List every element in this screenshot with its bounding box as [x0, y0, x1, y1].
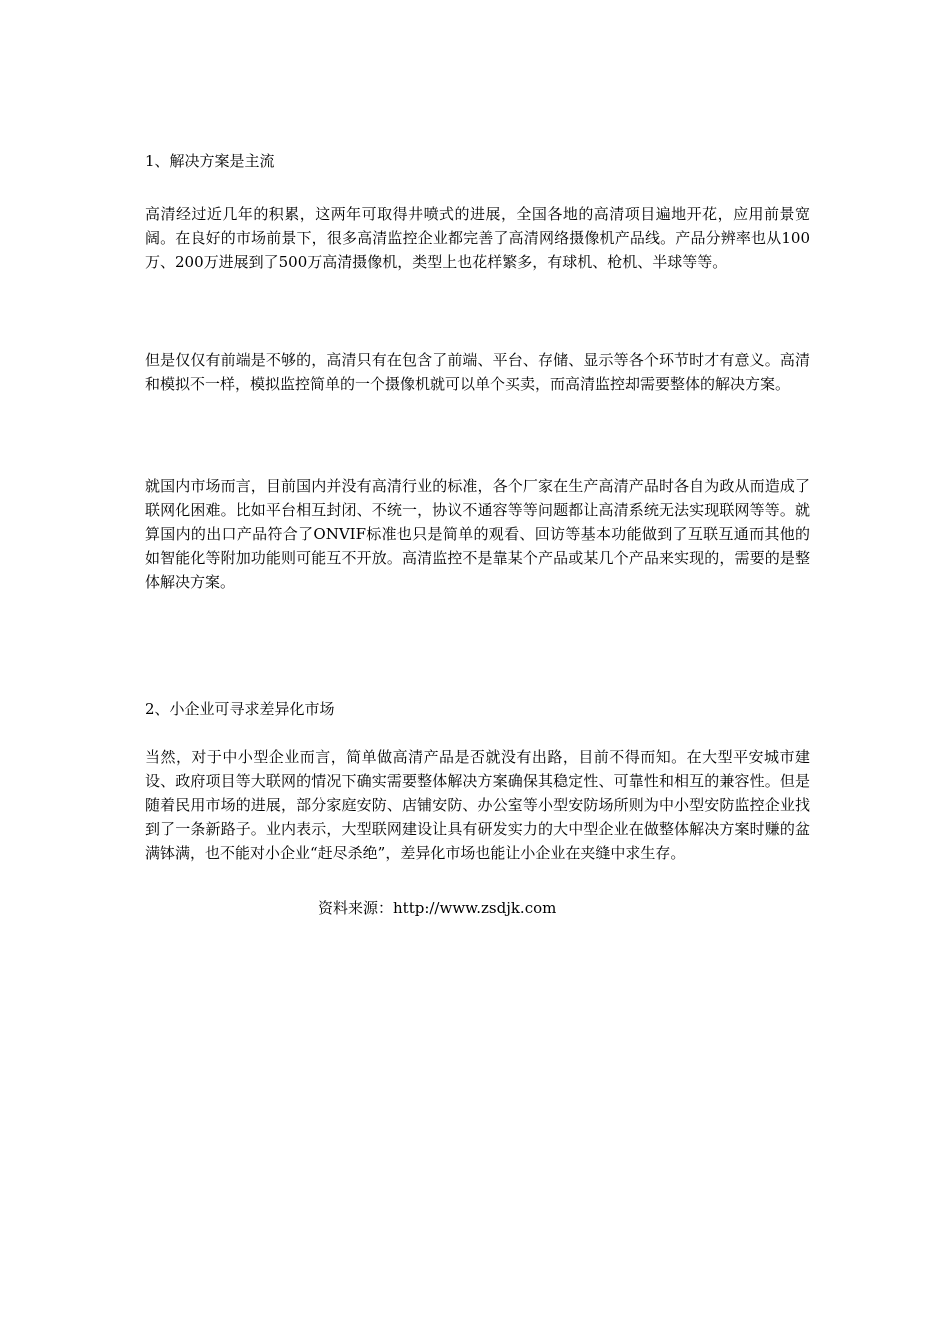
source-line: 资料来源：http://www.zsdjk.com: [318, 899, 557, 917]
section-1-heading: 1、解决方案是主流: [145, 152, 275, 170]
section-1-paragraph-3: 就国内市场而言，目前国内并没有高清行业的标准，各个厂家在生产高清产品时各自为政从而造成了联网化困难。比如平台相互封闭、不统一，协议不通容等等问题都让高清系统无法实现联网等等。就算国内的出口产品符合了ONVIF标准也只是简单的观看、回访等基本功能做到了互联互通而其他的如智能化等附加功能则可能互不开放。高清监控不是靠某个产品或某几个产品来实现的，需要的是整体解决方案。: [145, 477, 810, 591]
section-1-paragraph-1: 高清经过近几年的积累，这两年可取得井喷式的进展，全国各地的高清项目遍地开花，应用前景宽阔。在良好的市场前景下，很多高清监控企业都完善了高清网络摄像机产品线。产品分辨率也从100万、200万进展到了500万高清摄像机，类型上也花样繁多，有球机、枪机、半球等等。: [145, 205, 810, 271]
section-1-paragraph-2: 但是仅仅有前端是不够的，高清只有在包含了前端、平台、存储、显示等各个环节时才有意义。高清和模拟不一样，模拟监控简单的一个摄像机就可以单个买卖，而高清监控却需要整体的解决方案。: [145, 351, 810, 393]
section-2-heading: 2、小企业可寻求差异化市场: [145, 700, 335, 718]
section-2-paragraph-1: 当然，对于中小型企业而言，简单做高清产品是否就没有出路，目前不得而知。在大型平安城市建设、政府项目等大联网的情况下确实需要整体解决方案确保其稳定性、可靠性和相互的兼容性。但是随着民用市场的进展，部分家庭安防、店铺安防、办公室等小型安防场所则为中小型安防监控企业找到了一条新路子。业内表示，大型联网建设让具有研发实力的大中型企业在做整体解决方案时赚的盆满钵满，也不能对小企业“赶尽杀绝”，差异化市场也能让小企业在夹缝中求生存。: [145, 748, 810, 862]
